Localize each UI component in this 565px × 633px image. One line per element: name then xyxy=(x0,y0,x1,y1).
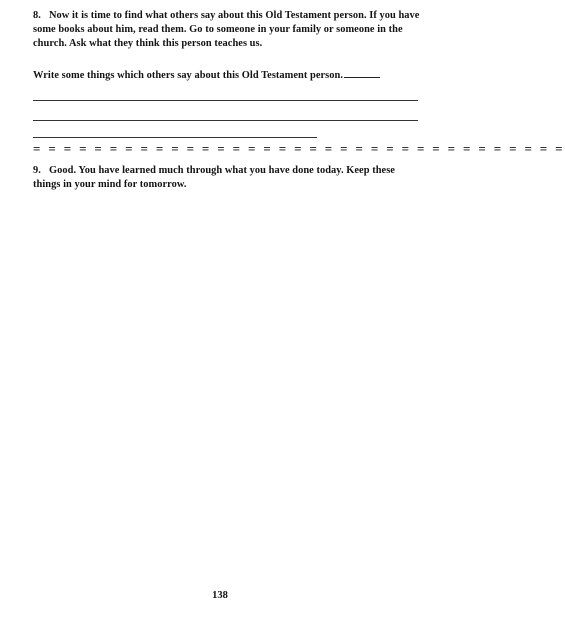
answer-blank-line[interactable] xyxy=(33,120,418,121)
page-number: 138 xyxy=(212,590,228,601)
answer-prompt-text: Write some things which others say about this Old Testament person. xyxy=(33,70,343,81)
section-8-text: Now it is time to find what others say about this Old Testament person. If you have some books about him, read them. Go to someone in your family or someone in the church. Ask what they think this person teaches us. xyxy=(33,10,420,49)
answer-blank-line[interactable] xyxy=(33,100,418,101)
section-8-number: 8. xyxy=(33,10,41,21)
answer-blank-stub[interactable] xyxy=(344,69,380,78)
section-9-number: 9. xyxy=(33,165,41,176)
section-9-text: Good. You have learned much through what you have done today. Keep these things in your mind for tomorrow. xyxy=(33,165,395,190)
answer-prompt xyxy=(33,69,420,83)
answer-blank-line[interactable] xyxy=(33,137,317,138)
section-8-paragraph xyxy=(33,9,420,51)
section-separator: = = = = = = = = = = = = = = = = = = = = = = = = = = = = = = = = = = = xyxy=(33,141,565,156)
section-9-paragraph xyxy=(33,164,420,192)
